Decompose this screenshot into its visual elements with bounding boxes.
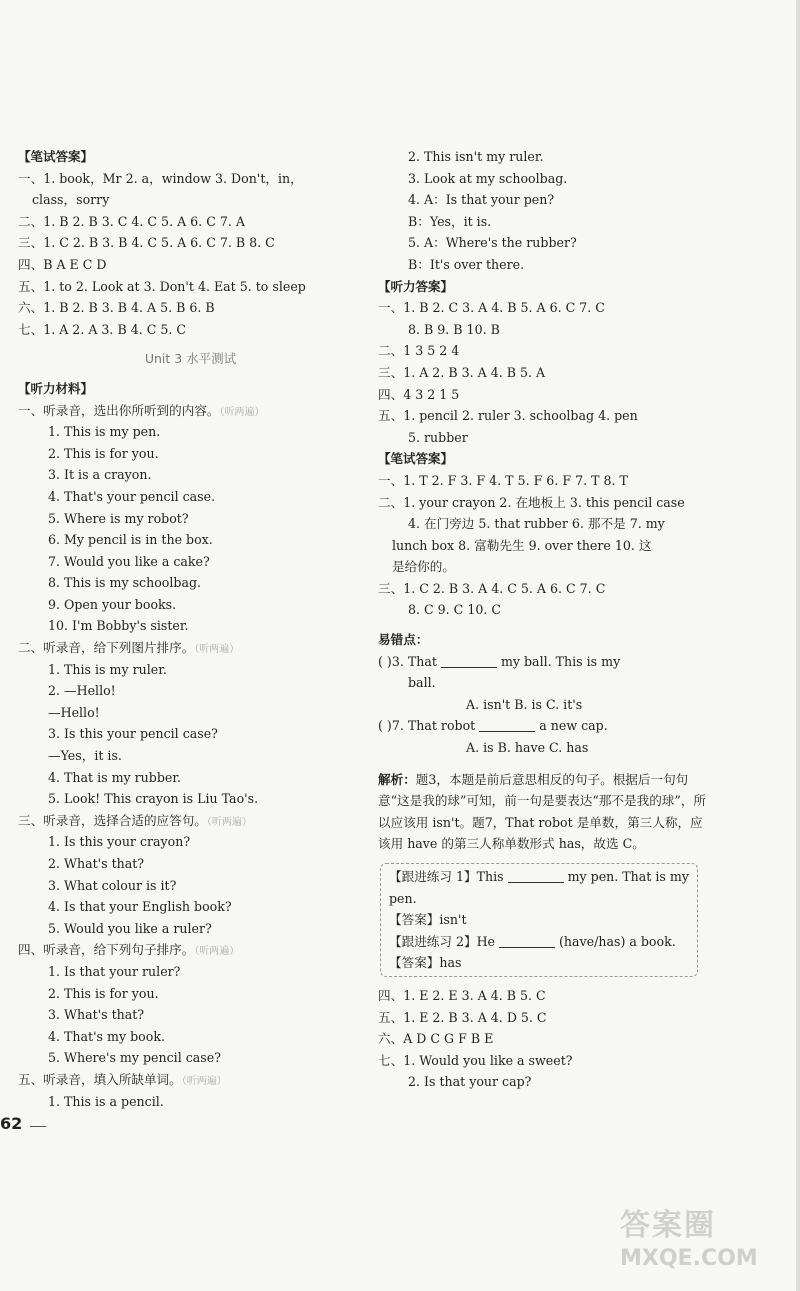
left-line: 1. Is this your crayon? <box>48 834 191 850</box>
right-bottom-line: 2. Is that your cap? <box>408 1074 532 1090</box>
left-line: 二、听录音，给下列图片排序。（听两遍） <box>18 640 240 656</box>
left-line: 六、1. B 2. B 3. B 4. A 5. B 6. B <box>18 300 215 316</box>
right-top-line: 一、1. B 2. C 3. A 4. B 5. A 6. C 7. C <box>378 300 605 316</box>
left-line: 五、听录音，填入所缺单词。（听两遍） <box>18 1071 227 1087</box>
question-3: ( )3. That my ball. This is my <box>378 653 621 669</box>
right-top-line: 是给你的。 <box>392 559 455 575</box>
right-top-line: B：Yes，it is. <box>408 213 492 229</box>
listen-twice-note: （听两遍） <box>219 406 265 418</box>
page-number: 62 <box>0 1114 23 1133</box>
left-line: 4. That is my rubber. <box>48 769 182 785</box>
right-top-line: 8. C 9. C 10. C <box>408 602 501 618</box>
left-line: 1. This is a pencil. <box>48 1093 164 1109</box>
left-line: 四、听录音，给下列句子排序。（听两遍） <box>18 942 240 958</box>
answer-blank <box>441 655 497 668</box>
page-number-rule <box>30 1126 46 1127</box>
practice-1-answer: 【答案】isn't <box>389 912 467 928</box>
right-bottom-line: 五、1. E 2. B 3. A 4. D 5. C <box>378 1009 547 1025</box>
right-column <box>378 146 708 1093</box>
right-top-line: 五、1. pencil 2. ruler 3. schoolbag 4. pen <box>378 408 638 424</box>
left-line: 【笔试答案】 <box>18 149 94 164</box>
left-line: Unit 3 水平测试 <box>144 351 237 367</box>
left-line: 2. This is for you. <box>48 445 159 461</box>
left-line: 四、B A E C D <box>18 256 107 272</box>
question-7: ( )7. That robot a new cap. <box>378 718 608 734</box>
left-line: 7. Would you like a cake? <box>48 553 210 569</box>
right-top-line: lunch box 8. 富勒先生 9. over there 10. 这 <box>392 537 652 553</box>
right-top-line: 三、1. A 2. B 3. A 4. B 5. A <box>378 364 546 380</box>
right-top-line: 二、1. your crayon 2. 在地板上 3. this pencil case <box>378 494 685 510</box>
right-top-line: 8. B 9. B 10. B <box>408 321 500 337</box>
left-line: 5. Look! This crayon is Liu Tao's. <box>48 791 259 807</box>
left-line: —Yes，it is. <box>48 748 122 764</box>
right-top-line: 二、1 3 5 2 4 <box>378 343 460 359</box>
answer-blank <box>479 719 535 732</box>
left-line <box>18 340 363 348</box>
left-line: 1. This is my pen. <box>48 424 161 440</box>
answer-blank <box>499 935 555 948</box>
left-line: 3. Is this your pencil case? <box>48 726 218 742</box>
left-line: —Hello! <box>48 704 100 720</box>
left-line <box>18 370 363 378</box>
question-3-continued: ball. <box>408 675 436 691</box>
right-bottom-line: 七、1. Would you like a sweet? <box>378 1052 573 1068</box>
left-line: 2. This is for you. <box>48 985 159 1001</box>
right-top-line: 4. 在门旁边 5. that rubber 6. 那不是 7. my <box>408 516 665 532</box>
right-top-line: 5. A：Where's the rubber? <box>408 235 577 251</box>
watermark-logo: 答案圈 MXQE.COM <box>620 1208 758 1271</box>
right-top-line: 一、1. T 2. F 3. F 4. T 5. F 6. F 7. T 8. T <box>378 472 628 488</box>
left-line: 三、1. C 2. B 3. B 4. C 5. A 6. C 7. B 8. C <box>18 235 275 251</box>
right-answers-top <box>378 146 708 621</box>
practice-2-answer: 【答案】has <box>389 955 462 971</box>
left-line: 3. What's that? <box>48 1007 145 1023</box>
right-top-line: 三、1. C 2. B 3. A 4. C 5. A 6. C 7. C <box>378 580 606 596</box>
analysis-paragraph: 解析：题3，本题是前后意思相反的句子。根据后一句句意“这是我的球”可知，前一句是要表达“那不是我的球”，所以应该用 isn't。题7，That robot 是单数，第三人称，应该用 have 的第三人称单数形式 has，故选 C。 <box>378 771 707 852</box>
right-answers-bottom <box>378 985 708 1093</box>
page-edge <box>796 0 800 1291</box>
right-top-line: 5. rubber <box>408 429 468 445</box>
left-line: 一、1. book，Mr 2. a，window 3. Don't，in， <box>18 170 303 186</box>
left-line: 二、1. B 2. B 3. C 4. C 5. A 6. C 7. A <box>18 213 245 229</box>
practice-2: 【跟进练习 2】He (have/has) a book. <box>389 933 676 949</box>
left-line: 4. That's my book. <box>48 1028 165 1044</box>
listen-twice-note: （听两遍） <box>194 946 240 958</box>
right-top-line: B：It's over there. <box>408 256 525 272</box>
left-line: 4. Is that your English book? <box>48 899 232 915</box>
left-line: class，sorry <box>32 192 110 208</box>
listen-twice-note: （听两遍） <box>194 644 240 656</box>
practice-1-continued: pen. <box>389 890 417 906</box>
listen-twice-note: （听两遍） <box>206 816 252 828</box>
right-top-line: 【笔试答案】 <box>378 451 454 467</box>
left-line: 5. Where's my pencil case? <box>48 1050 221 1066</box>
left-line: 8. This is my schoolbag. <box>48 575 202 591</box>
left-line: 1. This is my ruler. <box>48 661 167 677</box>
left-line: 2. —Hello! <box>48 683 116 699</box>
left-line: 一、听录音，选出你所听到的内容。（听两遍） <box>18 402 265 418</box>
left-column <box>18 146 363 1112</box>
left-line: 3. It is a crayon. <box>48 467 152 483</box>
right-bottom-line: 六、A D C G F B E <box>378 1031 494 1047</box>
right-top-line: 3. Look at my schoolbag. <box>408 170 568 186</box>
answer-blank <box>508 870 564 883</box>
right-top-line: 2. This isn't my ruler. <box>408 149 544 164</box>
left-line: 1. Is that your ruler? <box>48 963 181 979</box>
left-line: 10. I'm Bobby's sister. <box>48 618 189 634</box>
left-line: 2. What's that? <box>48 856 145 871</box>
question-3-options: A. isn't B. is C. it's <box>466 696 583 712</box>
left-line: 9. Open your books. <box>48 596 177 612</box>
left-line: 五、1. to 2. Look at 3. Don't 4. Eat 5. to sleep <box>18 278 306 294</box>
practice-1: 【跟进练习 1】This my pen. That is my <box>389 869 689 884</box>
right-top-line: 4. A：Is that your pen? <box>408 192 555 208</box>
right-top-line: 【听力答案】 <box>378 278 454 294</box>
question-7-options: A. is B. have C. has <box>466 740 589 756</box>
left-line: 5. Where is my robot? <box>48 510 189 526</box>
left-line: 5. Would you like a ruler? <box>48 920 212 936</box>
error-points-title: 易错点： <box>378 632 429 648</box>
left-line: 4. That's your pencil case. <box>48 488 216 504</box>
follow-up-practice-box <box>380 863 698 977</box>
left-line: 3. What colour is it? <box>48 877 177 893</box>
left-line: 三、听录音，选择合适的应答句。（听两遍） <box>18 812 252 828</box>
listen-twice-note: （听两遍） <box>181 1075 227 1087</box>
left-line: 6. My pencil is in the box. <box>48 532 213 548</box>
left-line: 七、1. A 2. A 3. B 4. C 5. C <box>18 321 187 337</box>
left-line: 【听力材料】 <box>18 380 94 396</box>
right-bottom-line: 四、1. E 2. E 3. A 4. B 5. C <box>378 987 546 1003</box>
right-top-line: 四、4 3 2 1 5 <box>378 386 460 402</box>
